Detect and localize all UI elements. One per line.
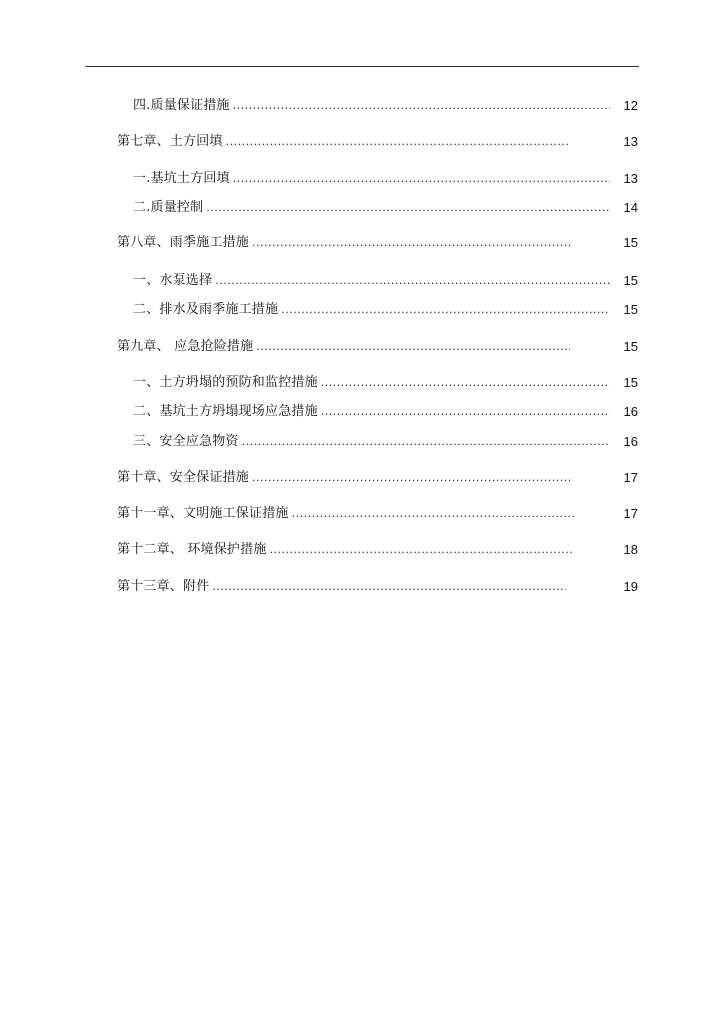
toc-entry-page: 17 [623, 470, 638, 485]
toc-entry[interactable] [117, 577, 569, 597]
toc-entry-page: 14 [623, 200, 638, 215]
toc-entry-title: 二、排水及雨季施工措施 [133, 302, 279, 317]
toc-entry-title: 二.质量控制 [133, 200, 204, 215]
toc-entry-page: 15 [623, 375, 638, 390]
toc-entry-page: 15 [623, 302, 638, 317]
toc-leader-dots [212, 577, 566, 597]
toc-entry[interactable] [117, 540, 577, 560]
toc-leader-dots [321, 402, 610, 422]
toc-entry-title: 一、水泵选择 [133, 273, 213, 288]
toc-entry-title: 第七章、土方回填 [117, 134, 223, 149]
toc-entry[interactable] [117, 233, 573, 253]
toc-entry-page: 13 [623, 171, 638, 186]
toc-entry[interactable] [133, 432, 613, 452]
toc-leader-dots [242, 432, 610, 452]
toc-entry-title: 第十二章、 环境保护措施 [117, 542, 267, 557]
toc-leader-dots [252, 468, 570, 488]
toc-entry[interactable] [117, 132, 573, 152]
toc-entry-title: 二、基坑土方坍塌现场应急措施 [133, 404, 318, 419]
toc-entry[interactable] [133, 96, 613, 116]
toc-entry[interactable] [133, 198, 613, 218]
toc-entry-title: 一、土方坍塌的预防和监控措施 [133, 375, 318, 390]
toc-entry[interactable] [133, 271, 613, 291]
toc-leader-dots [256, 337, 570, 357]
toc-leader-dots [270, 540, 574, 560]
toc-entry[interactable] [117, 504, 579, 524]
toc-leader-dots [206, 198, 610, 218]
toc-entry-title: 第十章、安全保证措施 [117, 470, 250, 485]
toc-entry-page: 13 [623, 134, 638, 149]
toc-entry-page: 18 [623, 542, 638, 557]
toc-entry-title: 三、安全应急物资 [133, 434, 239, 449]
toc-leader-dots [233, 96, 610, 116]
toc-entry-page: 12 [623, 98, 638, 113]
toc-entry-title: 第八章、雨季施工措施 [117, 235, 250, 250]
toc-entry-page: 17 [623, 506, 638, 521]
toc-entry[interactable] [117, 468, 573, 488]
toc-entry-page: 15 [623, 273, 638, 288]
toc-entry-title: 第十三章、附件 [117, 579, 210, 594]
toc-entry-title: 一.基坑土方回填 [133, 171, 230, 186]
toc-entry-title: 第十一章、文明施工保证措施 [117, 506, 289, 521]
toc-entry[interactable] [133, 373, 613, 393]
toc-entry-page: 19 [623, 579, 638, 594]
toc-entry[interactable] [133, 402, 613, 422]
toc-leader-dots [292, 504, 576, 524]
toc-leader-dots [321, 373, 610, 393]
toc-entry-page: 15 [623, 235, 638, 250]
toc-entry[interactable] [133, 300, 613, 320]
toc-entry-page: 16 [623, 404, 638, 419]
toc-leader-dots [215, 271, 610, 291]
toc-entry[interactable] [133, 169, 613, 189]
toc-entry-page: 16 [623, 434, 638, 449]
toc-entry-page: 15 [623, 339, 638, 354]
toc-entry-title: 四.质量保证措施 [133, 98, 230, 113]
toc-entry[interactable] [117, 337, 573, 357]
toc-entry-title: 第九章、 应急抢险措施 [117, 339, 254, 354]
toc-leader-dots [281, 300, 610, 320]
toc-leader-dots [233, 169, 610, 189]
toc-leader-dots [252, 233, 570, 253]
toc-leader-dots [226, 132, 570, 152]
